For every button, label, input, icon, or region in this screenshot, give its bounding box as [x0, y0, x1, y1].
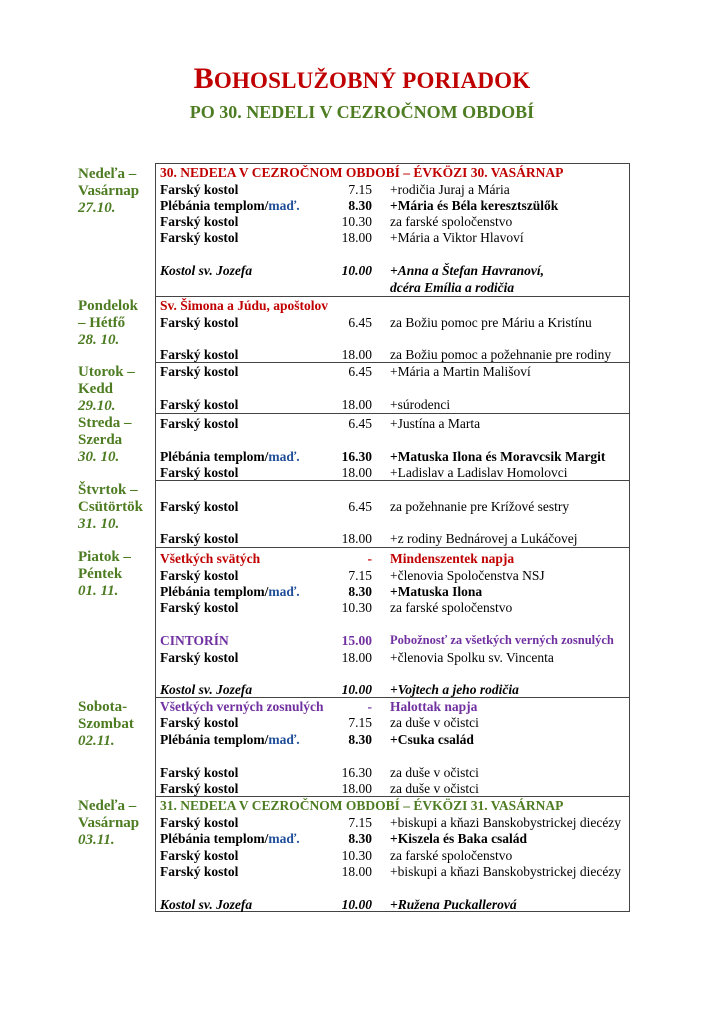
mass-row: Farský kostol 6.45 +Justína a Marta [160, 416, 481, 431]
title-initial: B [193, 62, 214, 95]
day-label-sunday-03: Nedeľa – Vasárnap 03.11. [78, 798, 140, 848]
page-title [0, 62, 724, 96]
mass-row: Kostol sv. Jozefa 10.00 +Anna a Štefan Havranoví, [160, 263, 544, 278]
mass-row: Farský kostol 18.00 +Mária a Viktor Hlavoví [160, 230, 524, 245]
page-subtitle: PO 30. NEDELI V CEZROČNOM OBDOBÍ [189, 102, 535, 122]
feast-header: Sv. Šimona a Júdu, apoštolov [160, 298, 329, 313]
mass-row: Farský kostol 7.15 za duše v očistci [160, 715, 479, 730]
mass-row: Farský kostol 6.45 +Mária a Martin Mališoví [160, 364, 531, 379]
mass-row: Farský kostol 18.00 +Ladislav a Ladislav Homolovci [160, 465, 568, 480]
mass-row: Farský kostol 16.30 za duše v očistci [160, 765, 479, 780]
mass-row: CINTORÍN 15.00 Pobožnosť za všetkých verných zosnulých [160, 633, 614, 648]
mass-row: Farský kostol 6.45 za Božiu pomoc pre Máriu a Kristínu [160, 315, 592, 330]
feast-header: Všetkých svätých - Mindenszentek napja [160, 551, 515, 566]
mass-row: Kostol sv. Jozefa 10.00 +Vojtech a jeho rodičia [160, 682, 519, 697]
day-separator [155, 547, 630, 548]
mass-row: Farský kostol 6.45 za požehnanie pre Krížové sestry [160, 499, 570, 514]
title-rest: OHOSLUŽOBNÝ PORIADOK [213, 68, 531, 93]
mass-row: Farský kostol 18.00 +členovia Spolku sv. Vincenta [160, 650, 554, 665]
mass-row: Farský kostol 18.00 za Božiu pomoc a požehnanie pre rodiny [160, 347, 612, 362]
mass-row: Plébánia templom/maď. 8.30 +Matuska Ilona [160, 584, 483, 599]
day-label-monday: Pondelok – Hétfő 28. 10. [78, 298, 139, 348]
feast-header: 31. NEDEĽA V CEZROČNOM OBDOBÍ – ÉVKÖZI 31. VASÁRNAP [160, 798, 564, 813]
day-label-tuesday: Utorok – Kedd 29.10. [78, 364, 135, 414]
mass-row: Farský kostol 10.30 za farské spoločenstvo [160, 848, 513, 863]
mass-row-continuation: dcéra Emília a rodičia [390, 280, 515, 295]
feast-header: Všetkých verných zosnulých - Halottak napja [160, 699, 478, 714]
day-label-friday: Piatok – Péntek 01. 11. [78, 549, 131, 599]
mass-row: Farský kostol 18.00 +z rodiny Bednárovej a Lukáčovej [160, 531, 578, 546]
day-label-wednesday: Streda – Szerda 30. 10. [78, 415, 132, 465]
mass-row: Plébánia templom/maď. 8.30 +Mária és Béla keresztszülők [160, 198, 559, 213]
mass-row: Farský kostol 18.00 +biskupi a kňazi Banskobystrickej diecézy [160, 864, 622, 879]
feast-header: 30. NEDEĽA V CEZROČNOM OBDOBÍ – ÉVKÖZI 30. VASÁRNAP [160, 165, 564, 180]
mass-row: Farský kostol 18.00 +súrodenci [160, 397, 451, 412]
day-label-thursday: Štvrtok – Csütörtök 31. 10. [78, 482, 144, 532]
mass-row: Farský kostol 10.30 za farské spoločenstvo [160, 600, 513, 615]
day-separator [155, 413, 630, 414]
mass-row: Plébánia templom/maď. 8.30 +Kiszela és Baka család [160, 831, 528, 846]
mass-row: Kostol sv. Jozefa 10.00 +Ružena Puckallerová [160, 897, 517, 912]
mass-row: Plébánia templom/maď. 16.30 +Matuska Ilona és Moravcsik Margit [160, 449, 606, 464]
mass-row: Farský kostol 7.15 +členovia Spoločenstva NSJ [160, 568, 545, 583]
day-label-saturday: Sobota- Szombat 02.11. [78, 699, 134, 749]
mass-row: Plébánia templom/maď. 8.30 +Csuka család [160, 732, 474, 747]
mass-row: Farský kostol 18.00 za duše v očistci [160, 781, 479, 796]
mass-row: Farský kostol 7.15 +rodičia Juraj a Mária [160, 182, 510, 197]
mass-row: Farský kostol 7.15 +biskupi a kňazi Banskobystrickej diecézy [160, 815, 622, 830]
mass-row: Farský kostol 10.30 za farské spoločenstvo [160, 214, 513, 229]
day-label-sunday-27: Nedeľa – Vasárnap 27.10. [78, 166, 140, 216]
